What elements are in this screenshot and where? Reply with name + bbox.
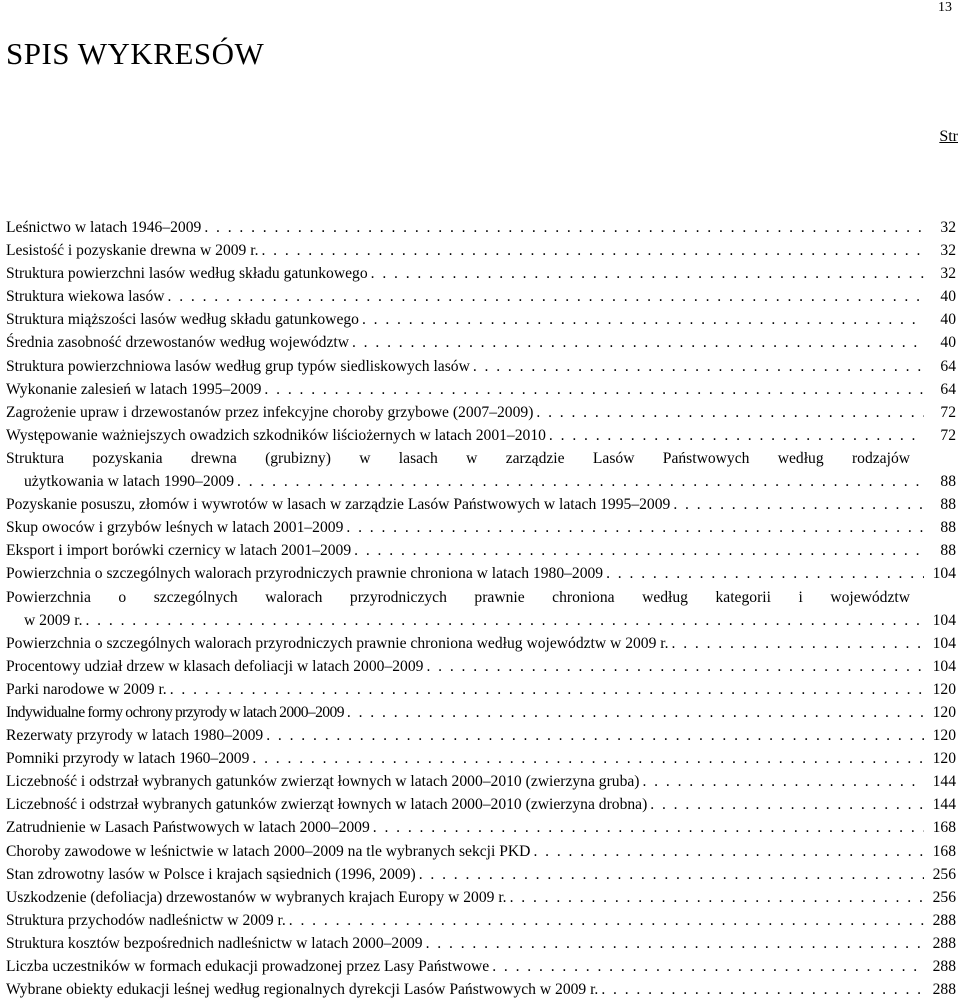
toc-entry[interactable] bbox=[6, 840, 956, 863]
toc-entry-title: Wykonanie zalesień w latach 1995–2009 bbox=[6, 380, 262, 398]
toc-entry[interactable] bbox=[6, 632, 956, 655]
toc-entry-page: 144 bbox=[932, 773, 956, 791]
toc-entry-page: 120 bbox=[932, 680, 956, 698]
toc-entry-title: Struktura powierzchniowa lasów według grup typów siedliskowych lasów bbox=[6, 357, 470, 375]
dot-leader bbox=[370, 816, 924, 839]
toc-entry-title: Średnia zasobność drzewostanów według województw bbox=[6, 334, 349, 352]
toc-entry-page: 144 bbox=[932, 796, 956, 814]
dot-leader bbox=[349, 331, 924, 354]
toc-entry-page: 40 bbox=[940, 288, 956, 306]
dot-leader bbox=[598, 978, 924, 1001]
dot-leader bbox=[344, 701, 924, 724]
dot-leader bbox=[165, 285, 924, 308]
toc-entry-page: 32 bbox=[940, 242, 956, 260]
toc-entry-page: 288 bbox=[932, 934, 956, 952]
dot-leader bbox=[167, 678, 924, 701]
toc-entry-title: Struktura miąższości lasów według składu gatunkowego bbox=[6, 311, 359, 329]
dot-leader bbox=[489, 955, 924, 978]
toc-entry[interactable] bbox=[6, 655, 956, 678]
toc-entry-title: Stan zdrowotny lasów w Polsce i krajach sąsiednich (1996, 2009) bbox=[6, 865, 416, 883]
toc-entry[interactable] bbox=[6, 539, 956, 562]
toc-entry-title: Zatrudnienie w Lasach Państwowych w latach 2000–2009 bbox=[6, 819, 370, 837]
toc-entry[interactable] bbox=[6, 216, 956, 239]
toc-entry-title: Leśnictwo w latach 1946–2009 bbox=[6, 219, 202, 236]
toc-entry-title: Liczebność i odstrzał wybranych gatunków zwierząt łownych w latach 2000–2010 (zwierzyna drobna) bbox=[6, 796, 648, 814]
toc-entry[interactable] bbox=[6, 978, 956, 1001]
toc-entry-title: Pomniki przyrody w latach 1960–2009 bbox=[6, 750, 250, 768]
toc-entry[interactable] bbox=[6, 516, 956, 539]
toc-entry-page: 40 bbox=[940, 334, 956, 352]
toc-entry-page: 256 bbox=[932, 865, 956, 883]
toc-entry-title: Struktura wiekowa lasów bbox=[6, 288, 165, 306]
dot-leader bbox=[263, 724, 924, 747]
toc-entry-page: 168 bbox=[932, 842, 956, 860]
chart-list bbox=[6, 216, 956, 1001]
page-column-header: Str bbox=[939, 128, 958, 145]
toc-entry-title: Powierzchnia o szczególnych walorach przyrodniczych prawnie chroniona w latach 1980–2009 bbox=[6, 565, 604, 583]
toc-entry-title-line1: Struktura pozyskania drewna (grubizny) w lasach w zarządzie Lasów Państwowych według rodzajów bbox=[6, 449, 910, 467]
dot-leader bbox=[343, 516, 924, 539]
toc-entry-page: 168 bbox=[932, 819, 956, 837]
dot-leader bbox=[603, 562, 924, 585]
toc-entry[interactable] bbox=[6, 932, 956, 955]
toc-entry-title: Rezerwaty przyrody w latach 1980–2009 bbox=[6, 727, 264, 745]
toc-entry-page: 72 bbox=[940, 426, 956, 444]
toc-entry-page: 104 bbox=[932, 611, 956, 629]
toc-entry[interactable] bbox=[6, 262, 956, 285]
dot-leader bbox=[359, 308, 924, 331]
toc-entry-title: Wybrane obiekty edukacji leśnej według regionalnych dyrekcji Lasów Państwowych w 2009 r. bbox=[6, 981, 599, 999]
toc-entry-page: 40 bbox=[940, 311, 956, 329]
toc-entry-page: 104 bbox=[932, 634, 956, 652]
page-number: 13 bbox=[938, 0, 952, 15]
toc-entry-page: 88 bbox=[940, 519, 956, 537]
toc-entry[interactable] bbox=[6, 285, 956, 308]
dot-leader bbox=[423, 655, 924, 678]
toc-entry-page: 88 bbox=[940, 542, 956, 560]
dot-leader bbox=[82, 609, 924, 632]
dot-leader bbox=[351, 539, 924, 562]
toc-entry-page: 104 bbox=[932, 657, 956, 675]
page-title: SPIS WYKRESÓW bbox=[6, 36, 265, 71]
toc-entry[interactable] bbox=[6, 678, 956, 701]
dot-leader bbox=[670, 493, 924, 516]
dot-leader bbox=[234, 470, 924, 493]
toc-entry-title: Parki narodowe w 2009 r. bbox=[6, 680, 167, 698]
toc-entry[interactable] bbox=[6, 447, 956, 493]
dot-leader bbox=[423, 932, 924, 955]
dot-leader bbox=[546, 424, 924, 447]
toc-entry[interactable] bbox=[6, 863, 956, 886]
toc-entry[interactable] bbox=[6, 401, 956, 424]
toc-entry[interactable] bbox=[6, 724, 956, 747]
toc-entry-title: Liczebność i odstrzał wybranych gatunków zwierząt łownych w latach 2000–2010 (zwierzyna gruba) bbox=[6, 773, 640, 791]
toc-entry-page: 88 bbox=[940, 473, 956, 491]
toc-entry[interactable] bbox=[6, 886, 956, 909]
toc-entry-title: Powierzchnia o szczególnych walorach przyrodniczych prawnie chroniona według województw w 2009 r. bbox=[6, 634, 669, 652]
toc-entry-title: Występowanie ważniejszych owadzich szkodników liściożernych w latach 2001–2010 bbox=[6, 426, 546, 444]
toc-entry-page: 72 bbox=[940, 403, 956, 421]
toc-entry-page: 32 bbox=[940, 219, 956, 236]
toc-entry[interactable] bbox=[6, 239, 956, 262]
toc-entry-title: Struktura kosztów bezpośrednich nadleśnictw w latach 2000–2009 bbox=[6, 934, 423, 952]
dot-leader bbox=[470, 355, 924, 378]
toc-entry[interactable] bbox=[6, 355, 956, 378]
toc-entry-page: 64 bbox=[940, 380, 956, 398]
toc-entry-title-line2: użytkowania w latach 1990–2009 bbox=[24, 473, 235, 491]
toc-entry[interactable] bbox=[6, 816, 956, 839]
toc-entry-page: 120 bbox=[932, 727, 956, 745]
toc-entry[interactable] bbox=[6, 424, 956, 447]
dot-leader bbox=[669, 632, 924, 655]
toc-entry-title: Lesistość i pozyskanie drewna w 2009 r. bbox=[6, 242, 259, 260]
dot-leader bbox=[368, 262, 924, 285]
toc-entry[interactable] bbox=[6, 378, 956, 401]
toc-entry[interactable] bbox=[6, 793, 956, 816]
toc-entry[interactable] bbox=[6, 562, 956, 585]
toc-entry[interactable] bbox=[6, 586, 956, 632]
toc-entry-page: 120 bbox=[932, 703, 956, 721]
toc-entry-title: Uszkodzenie (defoliacja) drzewostanów w wybranych krajach Europy w 2009 r. bbox=[6, 888, 507, 906]
toc-entry-title: Skup owoców i grzybów leśnych w latach 2001–2009 bbox=[6, 519, 344, 537]
toc-entry-title: Eksport i import borówki czernicy w latach 2001–2009 bbox=[6, 542, 352, 560]
toc-entry-title: Choroby zawodowe w leśnictwie w latach 2000–2009 na tle wybranych sekcji PKD bbox=[6, 842, 531, 860]
toc-entry-page: 64 bbox=[940, 357, 956, 375]
dot-leader bbox=[530, 840, 924, 863]
dot-leader bbox=[416, 863, 924, 886]
toc-entry-title-line1: Powierzchnia o szczególnych walorach przyrodniczych prawnie chroniona według kategorii i województw bbox=[6, 588, 910, 606]
toc-entry[interactable] bbox=[6, 955, 956, 978]
toc-entry-page: 32 bbox=[940, 265, 956, 283]
toc-entry-page: 88 bbox=[940, 496, 956, 514]
dot-leader bbox=[647, 793, 924, 816]
dot-leader bbox=[261, 378, 924, 401]
toc-entry-title-line2: w 2009 r. bbox=[24, 611, 83, 629]
toc-entry[interactable] bbox=[6, 701, 956, 724]
toc-entry-title: Indywidualne formy ochrony przyrody w latach 2000–2009 bbox=[6, 703, 344, 721]
dot-leader bbox=[249, 747, 924, 770]
toc-entry-page: 104 bbox=[932, 565, 956, 583]
dot-leader bbox=[201, 216, 924, 239]
toc-entry-title: Procentowy udział drzew w klasach defoliacji w latach 2000–2009 bbox=[6, 657, 424, 675]
dot-leader bbox=[258, 239, 924, 262]
toc-entry-title: Liczba uczestników w formach edukacji prowadzonej przez Lasy Państwowe bbox=[6, 958, 490, 975]
toc-entry[interactable] bbox=[6, 331, 956, 354]
toc-entry[interactable] bbox=[6, 909, 956, 932]
dot-leader bbox=[639, 770, 924, 793]
toc-entry[interactable] bbox=[6, 308, 956, 331]
toc-entry-title: Struktura powierzchni lasów według składu gatunkowego bbox=[6, 265, 368, 283]
toc-entry-title: Struktura przychodów nadleśnictw w 2009 r. bbox=[6, 911, 286, 929]
toc-entry-page: 120 bbox=[932, 750, 956, 768]
dot-leader bbox=[286, 909, 924, 932]
toc-entry[interactable] bbox=[6, 770, 956, 793]
toc-entry-page: 288 bbox=[932, 981, 956, 999]
toc-entry-title: Zagrożenie upraw i drzewostanów przez infekcyjne choroby grzybowe (2007–2009) bbox=[6, 403, 534, 421]
dot-leader bbox=[533, 401, 924, 424]
toc-entry-page: 288 bbox=[932, 911, 956, 929]
toc-entry[interactable] bbox=[6, 493, 956, 516]
toc-entry-page: 256 bbox=[932, 888, 956, 906]
toc-entry-page: 288 bbox=[932, 958, 956, 975]
toc-entry-title: Pozyskanie posuszu, złomów i wywrotów w lasach w zarządzie Lasów Państwowych w latach 1995–2009 bbox=[6, 496, 671, 514]
dot-leader bbox=[507, 886, 924, 909]
toc-entry[interactable] bbox=[6, 747, 956, 770]
